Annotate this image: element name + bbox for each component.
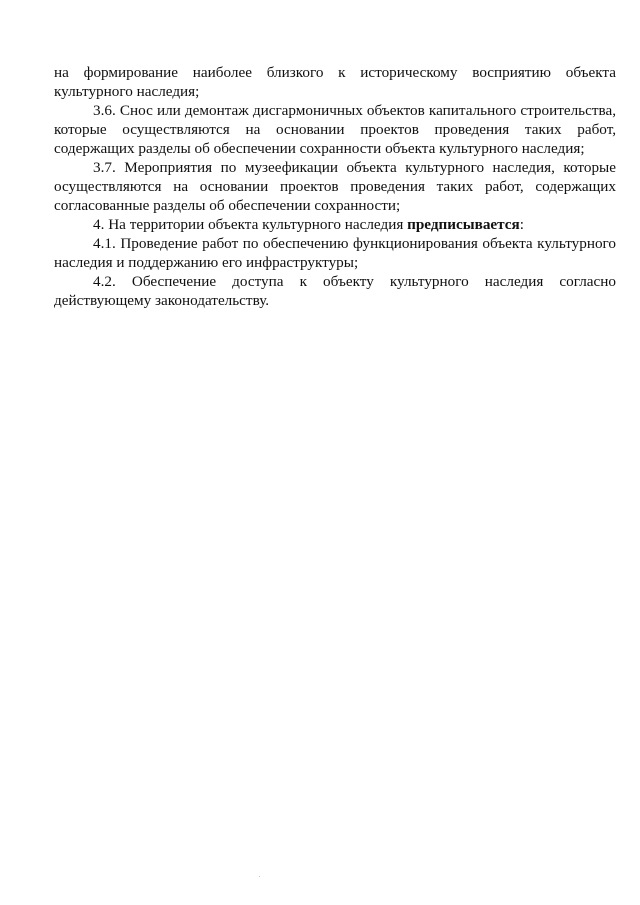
paragraph-4-text-after: : <box>519 216 525 233</box>
paragraph-4-1: 4.1. Проведение работ по обеспечению функционирования объекта культурного наследия и поддержанию его инфраструктуры; <box>54 235 616 271</box>
paragraph-3-7: 3.7. Мероприятия по музеефикации объекта культурного наследия, которые осуществляются на основании проектов проведения таких работ, содержащих согласованные разделы об обеспечении сохранности; <box>54 159 616 214</box>
paragraph-4-2: 4.2. Обеспечение доступа к объекту культурного наследия согласно действующему законодательству. <box>54 273 616 309</box>
paragraph-4 <box>54 215 616 234</box>
paragraph-4-text-before: 4. На территории объекта культурного наследия <box>93 216 408 233</box>
paragraph-4-bold-term: предписывается <box>407 216 520 233</box>
scan-speck <box>259 876 260 877</box>
document-body <box>54 63 616 310</box>
paragraph-continuation: на формирование наиболее близкого к историческому восприятию объекта культурного наследия; <box>54 64 616 100</box>
paragraph-3-6: 3.6. Снос или демонтаж дисгармоничных объектов капитального строительства, которые осуществляются на основании проектов проведения таких работ, содержащих разделы об обеспечении сохранности объекта культурного наследия; <box>54 102 616 157</box>
